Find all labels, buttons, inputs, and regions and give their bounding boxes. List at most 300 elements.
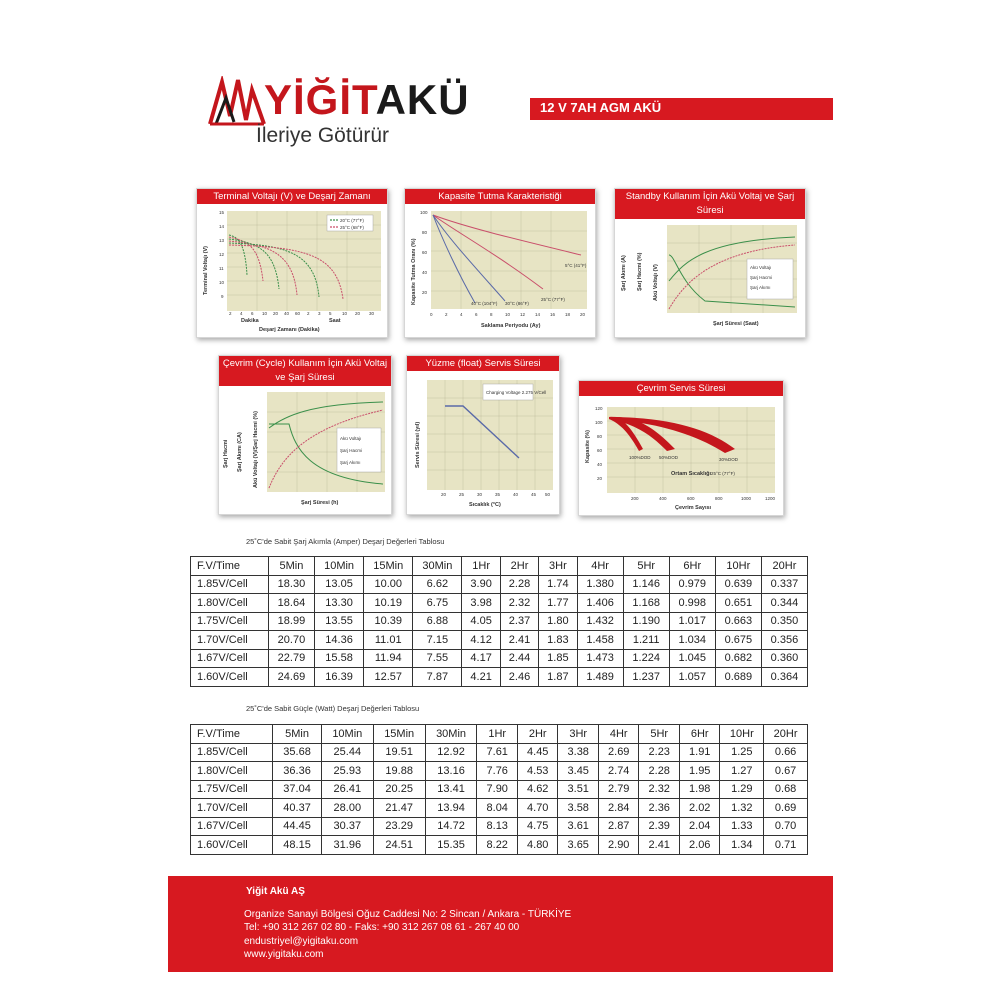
chart-discharge-voltage — [196, 188, 388, 338]
table-header-cell: 2Hr — [517, 725, 558, 744]
table-cell: 1.045 — [669, 649, 715, 668]
y-tick: 60 — [422, 250, 428, 255]
table-cell: 0.360 — [761, 649, 807, 668]
table-cell: 4.17 — [462, 649, 500, 668]
band-label-100dod: 100%DOD — [629, 455, 651, 460]
chart-title: Kapasite Tutma Karakteristiği — [405, 189, 595, 204]
y-tick: 60 — [597, 448, 603, 453]
table-cell: 1.190 — [623, 612, 669, 631]
table-cell: 2.79 — [598, 780, 639, 799]
table-cell: 1.211 — [623, 631, 669, 650]
table-cell: 1.85 — [539, 649, 577, 668]
table-row — [191, 594, 808, 613]
table-cell: 3.65 — [558, 836, 599, 855]
table-cell: 0.998 — [669, 594, 715, 613]
table-cell: 18.99 — [268, 612, 314, 631]
table-header-cell: 30Min — [425, 725, 477, 744]
table-header-cell: 10Hr — [720, 725, 764, 744]
chart-capacity-retention — [404, 188, 596, 338]
y-axis-label: Terminal Voltajı (V) — [203, 246, 209, 295]
x-tick: 800 — [715, 496, 723, 501]
table-cell: 1.146 — [623, 575, 669, 594]
table-cell: 31.96 — [321, 836, 373, 855]
y-ticks — [595, 406, 603, 481]
row-label-cell: 1.60V/Cell — [191, 668, 269, 687]
table-cell: 2.32 — [500, 594, 538, 613]
x-tick: 20 — [580, 312, 586, 317]
table-cell: 22.79 — [268, 649, 314, 668]
y-axis-label: Kapasite (%) — [585, 429, 591, 463]
chart-standby-charge — [614, 188, 806, 338]
x-tick: 200 — [631, 496, 639, 501]
product-title: 12 V 7AH AGM AKÜ — [540, 100, 662, 115]
table-cell: 2.28 — [639, 762, 680, 781]
table-cell: 37.04 — [273, 780, 322, 799]
table-row — [191, 743, 808, 762]
y-axis-label-voltage: Akü Voltajı (V)/Şarj Hacmi (%) — [253, 411, 259, 488]
table-cell: 24.69 — [268, 668, 314, 687]
x-tick: 5 — [329, 311, 332, 316]
table-cell: 3.51 — [558, 780, 599, 799]
y-tick: 20 — [422, 290, 428, 295]
x-tick: 8 — [490, 312, 493, 317]
y-tick: 100 — [420, 210, 428, 215]
current-discharge-table — [190, 556, 808, 687]
x-tick: 3 — [318, 311, 321, 316]
table-row — [191, 836, 808, 855]
x-tick: 2 — [229, 311, 232, 316]
table-cell: 13.41 — [425, 780, 477, 799]
x-ticks — [430, 312, 586, 317]
table-cell: 0.344 — [761, 594, 807, 613]
table-cell: 1.95 — [679, 762, 720, 781]
footer-email[interactable]: endustriyel@yigitaku.com — [244, 936, 359, 947]
table-cell: 1.406 — [577, 594, 623, 613]
table-cell: 1.057 — [669, 668, 715, 687]
row-label-cell: 1.70V/Cell — [191, 799, 273, 818]
table-cell: 1.27 — [720, 762, 764, 781]
x-axis-label: Deşarj Zamanı (Dakika) — [259, 327, 320, 333]
footer — [168, 876, 833, 972]
table-cell: 7.61 — [477, 743, 518, 762]
row-label-cell: 1.85V/Cell — [191, 575, 269, 594]
table-row — [191, 649, 808, 668]
table-cell: 1.77 — [539, 594, 577, 613]
y-tick: 10 — [219, 280, 225, 285]
table-cell: 1.237 — [623, 668, 669, 687]
table-cell: 0.651 — [715, 594, 761, 613]
table-header-cell: 20Hr — [761, 557, 807, 576]
table-cell: 19.88 — [373, 762, 425, 781]
table-cell: 3.90 — [462, 575, 500, 594]
table-header-cell: 4Hr — [577, 557, 623, 576]
chart-svg — [219, 388, 391, 512]
x-axis-label: Şarj Süresi (Saat) — [713, 321, 759, 327]
note-charge-volume: Şarj Hacmi — [750, 275, 773, 280]
table1-caption: 25˚C'de Sabit Şarj Akımla (Amper) Deşarj Değerleri Tablosu — [246, 537, 445, 546]
table-cell: 2.23 — [639, 743, 680, 762]
table-header-cell: 2Hr — [500, 557, 538, 576]
note-charge-current: Şarj Akımı — [750, 285, 771, 290]
table-cell: 1.80 — [539, 612, 577, 631]
band-label-30dod: 30%DOD — [719, 457, 739, 462]
table-cell: 0.337 — [761, 575, 807, 594]
table-cell: 0.979 — [669, 575, 715, 594]
chart-cycle-service — [578, 380, 784, 516]
table-cell: 8.04 — [477, 799, 518, 818]
table-cell: 48.15 — [273, 836, 322, 855]
x-ticks — [441, 492, 551, 497]
row-label-cell: 1.67V/Cell — [191, 649, 269, 668]
table-row — [191, 612, 808, 631]
table-cell: 12.57 — [364, 668, 413, 687]
table-cell: 0.350 — [761, 612, 807, 631]
chart-title: Standby Kullanım İçin Akü Voltaj ve Şarj Süresi — [615, 189, 805, 219]
table-cell: 25.44 — [321, 743, 373, 762]
x-tick: 30 — [477, 492, 483, 497]
table-cell: 2.06 — [679, 836, 720, 855]
series-label-5c: 5°C (41°F) — [565, 263, 587, 268]
x-tick: 2 — [307, 311, 310, 316]
x-tick: 30 — [369, 311, 375, 316]
table-cell: 1.489 — [577, 668, 623, 687]
table-cell: 1.83 — [539, 631, 577, 650]
chart-title: Terminal Voltajı (V) ve Deşarj Zamanı — [197, 189, 387, 204]
table-cell: 13.30 — [314, 594, 363, 613]
row-label-cell: 1.70V/Cell — [191, 631, 269, 650]
table-cell: 2.41 — [639, 836, 680, 855]
x-tick: 10 — [505, 312, 511, 317]
x-tick: 35 — [495, 492, 501, 497]
brand-name — [264, 78, 470, 122]
table-cell: 4.70 — [517, 799, 558, 818]
x-tick: 20 — [441, 492, 447, 497]
y-axis-label-current: Şarj Akımı (A) — [621, 255, 627, 291]
y-tick: 20 — [597, 476, 603, 481]
chart-svg — [615, 221, 805, 337]
table-cell: 24.51 — [373, 836, 425, 855]
x-axis-label: Saklama Periyodu (Ay) — [481, 323, 541, 329]
y-tick: 80 — [597, 434, 603, 439]
table-cell: 13.16 — [425, 762, 477, 781]
row-label-cell: 1.75V/Cell — [191, 780, 273, 799]
table-cell: 2.87 — [598, 817, 639, 836]
power-discharge-table — [190, 724, 808, 855]
brand-name-dark: AKÜ — [375, 76, 470, 123]
ambient-label: Ortam Sıcaklığı — [671, 471, 712, 477]
y-tick: 40 — [422, 270, 428, 275]
table-cell: 4.45 — [517, 743, 558, 762]
x-tick: 40 — [284, 311, 290, 316]
table-cell: 23.29 — [373, 817, 425, 836]
y-axis-label: Servis Süresi (yıl) — [415, 421, 421, 468]
table-cell: 4.12 — [462, 631, 500, 650]
table-cell: 3.58 — [558, 799, 599, 818]
x-tick: 50 — [545, 492, 551, 497]
table-cell: 4.53 — [517, 762, 558, 781]
table-cell: 14.72 — [425, 817, 477, 836]
note-charge-current: Şarj Akımı — [340, 460, 361, 465]
footer-website[interactable]: www.yigitaku.com — [244, 949, 324, 960]
table-cell: 7.15 — [413, 631, 462, 650]
table-header-cell: 5Min — [268, 557, 314, 576]
table-cell: 44.45 — [273, 817, 322, 836]
table-cell: 7.55 — [413, 649, 462, 668]
table-header-cell: 3Hr — [558, 725, 599, 744]
table-cell: 1.473 — [577, 649, 623, 668]
x-tick: 45 — [531, 492, 537, 497]
table-row — [191, 817, 808, 836]
logo-mark-icon — [208, 76, 266, 126]
table-cell: 3.61 — [558, 817, 599, 836]
table-cell: 18.64 — [268, 594, 314, 613]
table-cell: 0.68 — [764, 780, 808, 799]
table2-caption: 25˚C'de Sabit Güçle (Watt) Deşarj Değerleri Tablosu — [246, 704, 420, 713]
x-tick: 20 — [355, 311, 361, 316]
table-cell: 1.91 — [679, 743, 720, 762]
table-header-cell: 15Min — [373, 725, 425, 744]
table-cell: 2.28 — [500, 575, 538, 594]
table-header-cell: 10Min — [321, 725, 373, 744]
table-cell: 20.25 — [373, 780, 425, 799]
table-cell: 10.39 — [364, 612, 413, 631]
table-cell: 21.47 — [373, 799, 425, 818]
chart-title: Çevrim (Cycle) Kullanım İçin Akü Voltaj ve Şarj Süresi — [219, 356, 391, 386]
table-cell: 1.29 — [720, 780, 764, 799]
table-cell: 0.356 — [761, 631, 807, 650]
table-cell: 2.37 — [500, 612, 538, 631]
y-axis-label-voltage: Akü Voltajı (V) — [653, 264, 659, 301]
table-header-cell: 15Min — [364, 557, 413, 576]
y-tick: 9 — [221, 294, 224, 299]
x-tick: 4 — [240, 311, 243, 316]
x-axis-label: Şarj Süresi (h) — [301, 500, 339, 506]
footer-address: Organize Sanayi Bölgesi Oğuz Caddesi No: 2 Sincan / Ankara - TÜRKİYE — [244, 909, 572, 920]
x-axis-left-label: Dakika — [241, 318, 259, 324]
y-tick: 11 — [219, 266, 224, 271]
table-cell: 4.62 — [517, 780, 558, 799]
table-cell: 0.67 — [764, 762, 808, 781]
table-cell: 7.90 — [477, 780, 518, 799]
table-header-cell: 30Min — [413, 557, 462, 576]
table-row — [191, 631, 808, 650]
footer-company: Yiğit Akü AŞ — [246, 886, 305, 897]
chart-svg — [579, 397, 783, 513]
y-axis-label-current: Şarj Akımı (CA) — [237, 432, 243, 472]
table-cell: 36.36 — [273, 762, 322, 781]
table-cell: 2.84 — [598, 799, 639, 818]
brand-tagline: İleriye Götürür — [256, 124, 390, 147]
product-title-bar — [530, 98, 833, 120]
table-cell: 7.76 — [477, 762, 518, 781]
x-tick: 16 — [550, 312, 556, 317]
y-tick: 13 — [219, 238, 225, 243]
table-header-cell: 3Hr — [539, 557, 577, 576]
note-voltage: Akü Voltajı — [340, 436, 362, 441]
y-tick: 100 — [595, 420, 603, 425]
table-cell: 0.689 — [715, 668, 761, 687]
chart-title: Çevrim Servis Süresi — [579, 381, 783, 396]
table-cell: 1.25 — [720, 743, 764, 762]
y-tick: 14 — [219, 224, 225, 229]
table-cell: 2.39 — [639, 817, 680, 836]
series-label-40c: 40°C (104°F) — [471, 301, 498, 306]
table-row — [191, 799, 808, 818]
table-cell: 3.45 — [558, 762, 599, 781]
table-cell: 15.35 — [425, 836, 477, 855]
table-cell: 1.458 — [577, 631, 623, 650]
x-tick: 600 — [687, 496, 695, 501]
x-tick: 400 — [659, 496, 667, 501]
brand-logo — [208, 72, 528, 152]
table-header-cell: 20Hr — [764, 725, 808, 744]
y-ticks — [420, 210, 428, 295]
x-tick: 6 — [475, 312, 478, 317]
y-tick: 120 — [595, 406, 603, 411]
plot-area — [431, 211, 587, 309]
row-label-cell: 1.67V/Cell — [191, 817, 273, 836]
x-tick: 20 — [273, 311, 279, 316]
table-cell: 2.41 — [500, 631, 538, 650]
table-cell: 35.68 — [273, 743, 322, 762]
x-tick: 60 — [295, 311, 301, 316]
table-cell: 10.19 — [364, 594, 413, 613]
table-cell: 2.69 — [598, 743, 639, 762]
y-axis-label-volume: Şarj Hacmi — [223, 439, 229, 468]
table-cell: 2.32 — [639, 780, 680, 799]
table-cell: 14.36 — [314, 631, 363, 650]
table-cell: 0.663 — [715, 612, 761, 631]
ambient-value: 25°C (77°F) — [711, 471, 735, 476]
table-cell: 0.675 — [715, 631, 761, 650]
table-cell: 3.38 — [558, 743, 599, 762]
y-tick: 80 — [422, 230, 428, 235]
x-tick: 10 — [342, 311, 348, 316]
x-tick: 1000 — [741, 496, 752, 501]
table-cell: 19.51 — [373, 743, 425, 762]
table-cell: 16.39 — [314, 668, 363, 687]
row-label-cell: 1.60V/Cell — [191, 836, 273, 855]
table-header-cell: 1Hr — [477, 725, 518, 744]
note-voltage: Akü Voltajı — [750, 265, 772, 270]
table-cell: 25.93 — [321, 762, 373, 781]
table-cell: 28.00 — [321, 799, 373, 818]
row-label-cell: 1.80V/Cell — [191, 594, 269, 613]
y-ticks — [219, 210, 225, 299]
y-tick: 15 — [219, 210, 225, 215]
table-cell: 1.87 — [539, 668, 577, 687]
table-header-row — [191, 557, 808, 576]
table-header-cell: 10Min — [314, 557, 363, 576]
x-axis-label: Çevrim Sayısı — [675, 505, 712, 511]
table-cell: 1.74 — [539, 575, 577, 594]
table-cell: 3.98 — [462, 594, 500, 613]
chart-title: Yüzme (float) Servis Süresi — [407, 356, 559, 371]
table-cell: 1.34 — [720, 836, 764, 855]
table-header-cell: F.V/Time — [191, 557, 269, 576]
x-tick: 25 — [459, 492, 465, 497]
table-cell: 0.66 — [764, 743, 808, 762]
table-header-cell: 6Hr — [669, 557, 715, 576]
table-cell: 0.69 — [764, 799, 808, 818]
table-row — [191, 575, 808, 594]
table-row — [191, 668, 808, 687]
table-cell: 0.639 — [715, 575, 761, 594]
table-cell: 4.21 — [462, 668, 500, 687]
table-cell: 4.05 — [462, 612, 500, 631]
brand-name-red: YİĞİT — [264, 76, 376, 123]
table-header-row — [191, 725, 808, 744]
table-cell: 12.92 — [425, 743, 477, 762]
table-cell: 10.00 — [364, 575, 413, 594]
chart-svg — [405, 205, 595, 337]
table-cell: 1.33 — [720, 817, 764, 836]
x-ticks — [229, 311, 375, 316]
chart-svg — [197, 205, 387, 337]
series-label-25c: 25°C (77°F) — [541, 297, 565, 302]
table-cell: 2.90 — [598, 836, 639, 855]
table-cell: 0.682 — [715, 649, 761, 668]
row-label-cell: 1.75V/Cell — [191, 612, 269, 631]
legend-item-1: 20°C (77°F) — [340, 218, 364, 223]
table-cell: 1.380 — [577, 575, 623, 594]
table-cell: 15.58 — [314, 649, 363, 668]
table-cell: 6.62 — [413, 575, 462, 594]
x-tick: 1200 — [765, 496, 776, 501]
x-tick: 14 — [535, 312, 541, 317]
table-cell: 2.46 — [500, 668, 538, 687]
table-cell: 6.88 — [413, 612, 462, 631]
table-cell: 0.71 — [764, 836, 808, 855]
table-cell: 1.168 — [623, 594, 669, 613]
y-tick: 12 — [219, 252, 225, 257]
x-tick: 12 — [520, 312, 526, 317]
chart-float-service — [406, 355, 560, 515]
table-header-cell: F.V/Time — [191, 725, 273, 744]
table-cell: 2.02 — [679, 799, 720, 818]
chart-svg — [407, 372, 559, 512]
table-cell: 8.13 — [477, 817, 518, 836]
table-cell: 4.80 — [517, 836, 558, 855]
table-cell: 1.034 — [669, 631, 715, 650]
table-row — [191, 780, 808, 799]
table-cell: 11.01 — [364, 631, 413, 650]
x-tick: 2 — [445, 312, 448, 317]
table-cell: 2.44 — [500, 649, 538, 668]
table-cell: 1.98 — [679, 780, 720, 799]
table-cell: 4.75 — [517, 817, 558, 836]
legend-item-2: 25°C (68°F) — [340, 225, 364, 230]
table-cell: 1.32 — [720, 799, 764, 818]
x-tick: 0 — [430, 312, 433, 317]
table-cell: 0.70 — [764, 817, 808, 836]
table-header-cell: 4Hr — [598, 725, 639, 744]
chart-cycle-charge — [218, 355, 392, 515]
table-row — [191, 762, 808, 781]
x-ticks — [631, 496, 776, 501]
table-header-cell: 1Hr — [462, 557, 500, 576]
table-cell: 13.55 — [314, 612, 363, 631]
y-axis-label: Kapasite Tutma Oranı (%) — [411, 238, 417, 305]
table-header-cell: 5Hr — [639, 725, 680, 744]
x-axis-label: Sıcaklık (°C) — [469, 502, 501, 508]
table-cell: 13.94 — [425, 799, 477, 818]
table-header-cell: 10Hr — [715, 557, 761, 576]
table-cell: 11.94 — [364, 649, 413, 668]
note-charge-volume: Şarj Hacmi — [340, 448, 363, 453]
x-tick: 40 — [513, 492, 519, 497]
table-cell: 20.70 — [268, 631, 314, 650]
